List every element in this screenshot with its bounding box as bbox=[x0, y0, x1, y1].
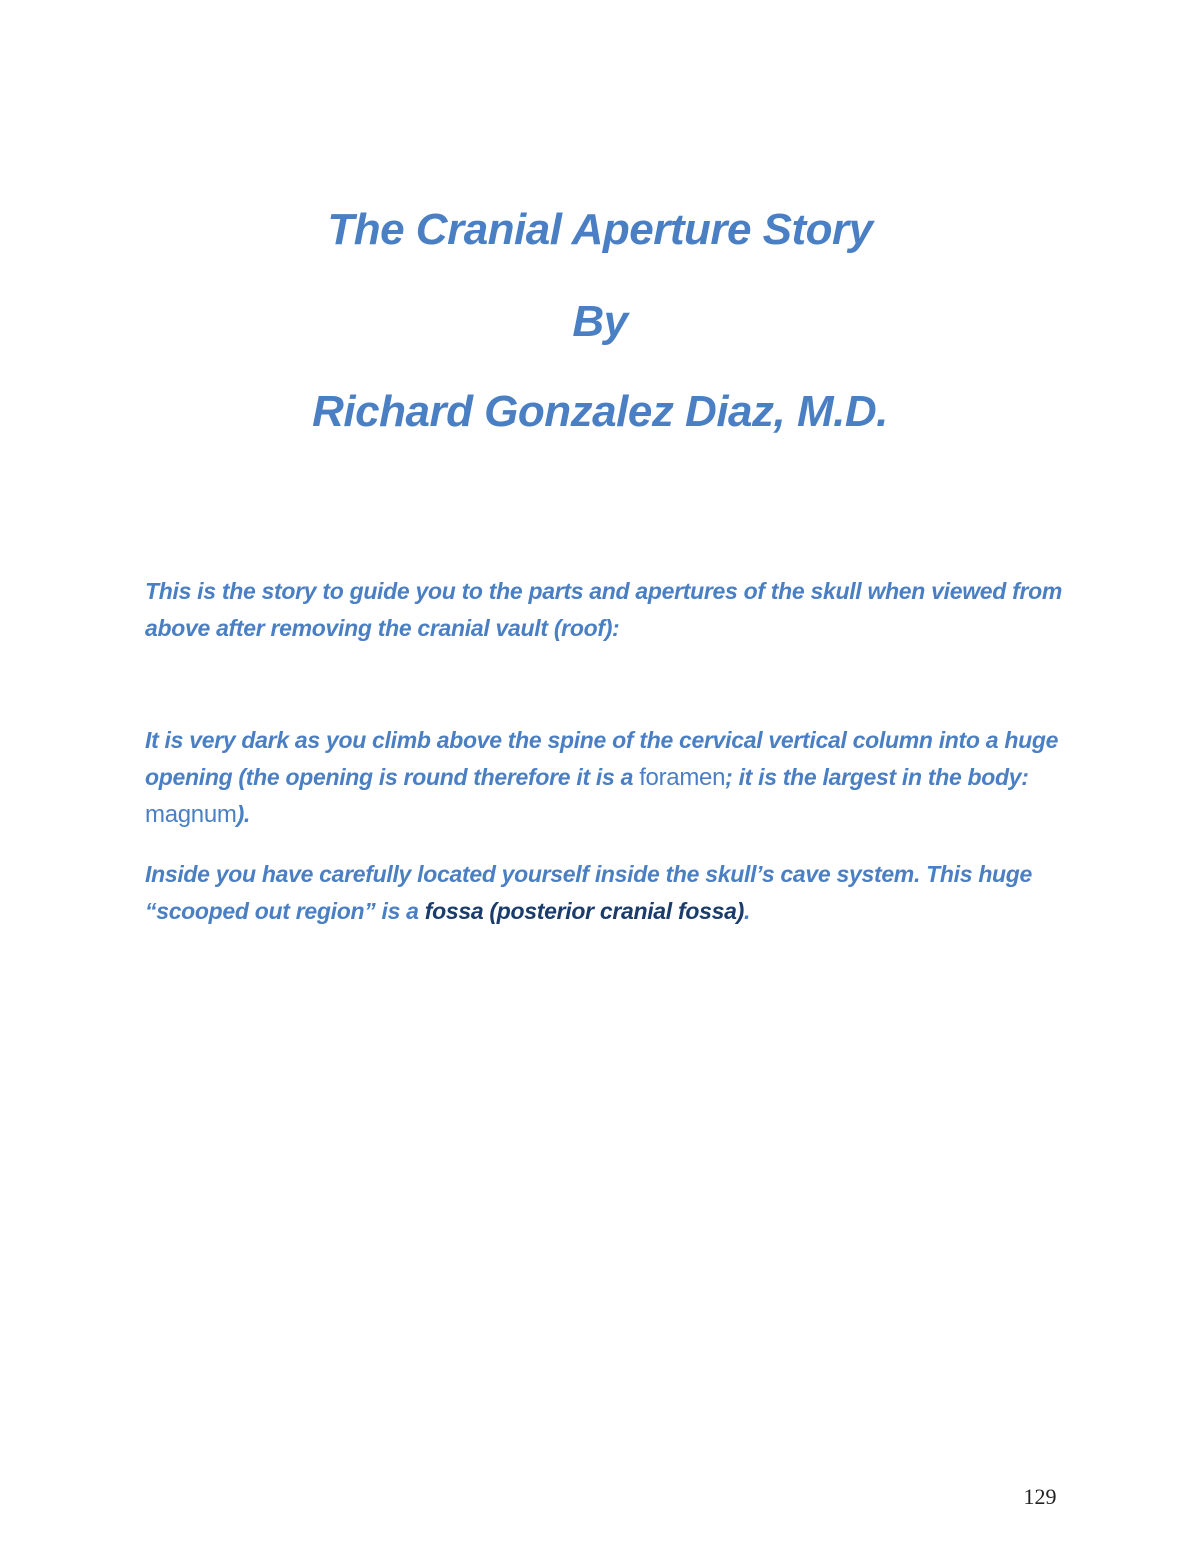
byline-label: By bbox=[572, 297, 628, 346]
term-fossa: fossa (posterior cranial fossa) bbox=[424, 898, 744, 924]
page-number: 129 bbox=[1023, 1484, 1057, 1509]
foramen-paragraph bbox=[145, 722, 1065, 833]
paragraph-text: ; it is the largest in the body: bbox=[725, 764, 1029, 790]
term-foramen: foramen bbox=[639, 764, 726, 791]
term-magnum: magnum bbox=[145, 801, 237, 828]
paragraph-text: ). bbox=[236, 801, 251, 827]
page-title: The Cranial Aperture Story bbox=[327, 205, 873, 254]
paragraph-text: Inside you have carefully located yourself inside the skull’s cave system. This huge “scooped out region” is a bbox=[145, 861, 1033, 924]
paragraph-text: . bbox=[743, 898, 751, 924]
fossa-paragraph bbox=[145, 856, 1065, 930]
intro-paragraph: This is the story to guide you to the parts and apertures of the skull when viewed from above after removing the cranial vault (roof): bbox=[145, 578, 1063, 641]
author-name: Richard Gonzalez Diaz, M.D. bbox=[312, 387, 888, 436]
paragraph-text: It is very dark as you climb above the spine of the cervical vertical column into a huge opening (the opening is round therefore it is a bbox=[145, 727, 1059, 790]
